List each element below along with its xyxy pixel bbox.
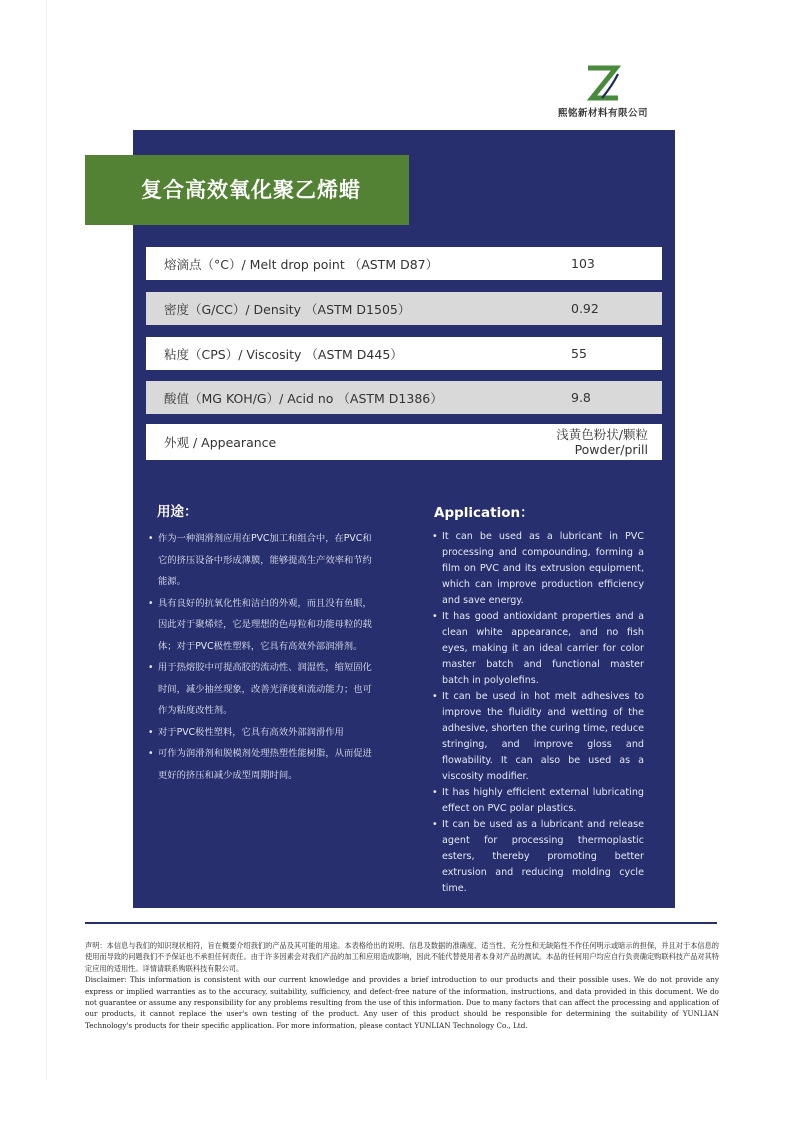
list-item: • 对于PVC极性塑料，它具有高效外部润滑作用 [148, 722, 373, 744]
spec-label: 熔滴点（°C）/ Melt drop point （ASTM D87） [164, 256, 439, 272]
spec-value-en: Powder/prill [574, 442, 648, 457]
spec-value: 9.8 [571, 390, 591, 405]
list-item: • It has good antioxidant properties and a clean white appearance, and no fish eyes, making it an ideal carrier for color master batch and functional master batch in polyolefins. [432, 609, 644, 689]
uses-en-list [432, 529, 644, 897]
spec-row-melt-drop-point [146, 247, 662, 280]
company-logo [548, 64, 658, 119]
company-name: 熙铭新材料有限公司 [557, 108, 648, 119]
list-item: • It can be used as a lubricant and release agent for processing thermoplastic esters, thereby promoting better extrusion and reducing molding cycle time. [432, 817, 644, 897]
list-item: • It can be used as a lubricant in PVC processing and compounding, forming a film on PVC and its extrusion equipment, which can improve production efficiency and save energy. [432, 529, 644, 609]
spec-row-acid-no [146, 381, 662, 414]
list-item: • 作为一种润滑剂应用在PVC加工和组合中，在PVC和它的挤压设备中形成薄膜，能够提高生产效率和节约能源。 [148, 528, 373, 593]
spec-label: 密度（G/CC）/ Density （ASTM D1505） [164, 301, 411, 317]
spec-label: 外观 / Appearance [164, 435, 277, 450]
spec-row-appearance [146, 424, 662, 460]
spec-value: 55 [571, 346, 587, 361]
disclaimer-cn: 声明：本信息与我们的知识现状相符，旨在概要介绍我们的产品及其可能的用途。本表格给出的说明、信息及数据的准确度、适当性、充分性和无缺陷性不作任何明示或暗示的担保，并且对于本信息的使用而导致的问题我们不予保证也不承担任何责任。由于许多因素会对我们产品的加工和应用造成影响，因此不能代替使用者本身对产品的测试。本品的任何用户均应自行负责确定购联科技产品对其特定应用的适用性。详情请联系购联科技有限公司。 [85, 941, 719, 973]
spec-label: 酸值（MG KOH/G）/ Acid no （ASTM D1386） [164, 390, 443, 406]
divider [85, 922, 717, 924]
list-item: • 具有良好的抗氧化性和洁白的外观，而且没有鱼眼，因此对于聚烯烃，它是理想的色母粒和功能母粒的载体；对于PVC极性塑料，它具有高效外部润滑剂。 [148, 593, 373, 658]
disclaimer-en: Disclaimer: This information is consistent with our current knowledge and provides a brief introduction to our products and their possible uses. We do not provide any express or implied warranties as to the accuracy, suitability, sufficiency, and defect-free nature of the information, instructions, and data provided in this document. We do not guarantee or assume any responsibility for any problems resulting from the use of this information. Due to many factors that can affect the processing and application of our products, it cannot replace the user's own testing of the product. Any user of this product should be responsible for determining the suitability of YUNLIAN Technology's products for their specific application. For more information, please contact YUNLIAN Technology Co., Ltd. [85, 975, 719, 1030]
uses-cn-heading: 用途： [157, 504, 198, 520]
uses-cn-list [148, 528, 373, 786]
spec-label: 粘度（CPS）/ Viscosity （ASTM D445） [164, 346, 403, 362]
spec-value [556, 427, 648, 457]
list-item: • It has highly efficient external lubricating effect on PVC polar plastics. [432, 785, 644, 817]
disclaimer [85, 940, 719, 1031]
spec-row-density [146, 292, 662, 325]
list-item: • It can be used in hot melt adhesives to improve the fluidity and wetting of the adhesive, shorten the curing time, reduce stringing, and improve gloss and flowability. It can also be used as a viscosity modifier. [432, 689, 644, 785]
spec-value: 0.92 [571, 301, 599, 316]
list-item: • 用于热熔胶中可提高胶的流动性、润湿性，缩短固化时间，减少抽丝现象，改善光泽度和流动能力；也可作为粘度改性剂。 [148, 657, 373, 722]
spec-value-cn: 浅黄色粉状/颗粒 [556, 427, 648, 442]
list-item: • 可作为润滑剂和脱模剂处理热塑性能树脂，从而促进更好的挤压和减少成型周期时间。 [148, 743, 373, 786]
title-band [85, 155, 409, 225]
page-title: 复合高效氧化聚乙烯蜡 [141, 178, 361, 202]
spec-row-viscosity [146, 337, 662, 370]
zy-logo-icon [582, 64, 624, 104]
spec-value: 103 [571, 256, 595, 271]
uses-en-heading: Application： [434, 505, 534, 521]
page-edge-line [46, 0, 47, 1080]
